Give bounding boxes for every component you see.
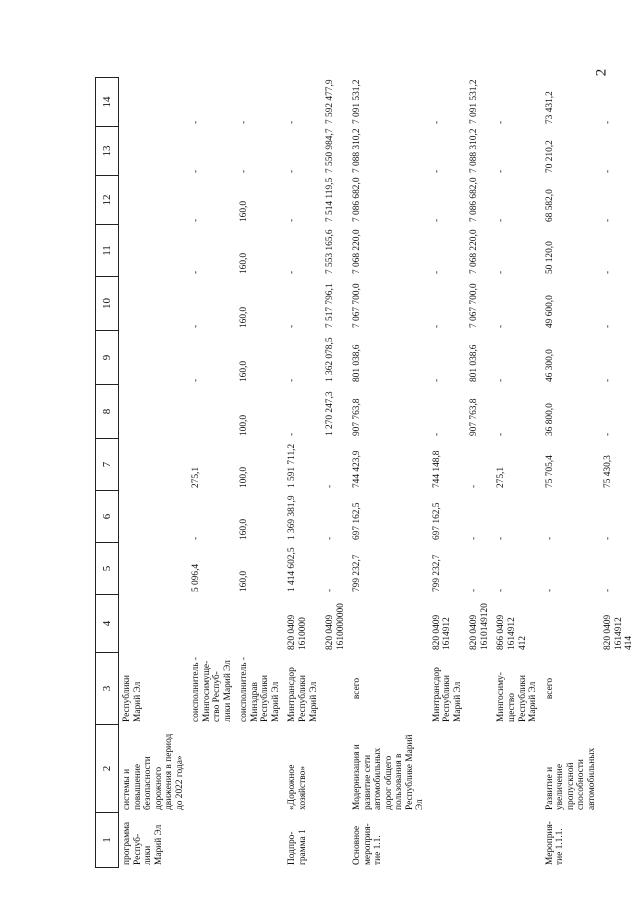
- table-cell: 744 148,8: [431, 450, 442, 488]
- column-header-14: 14: [96, 78, 119, 127]
- table-cell: -: [544, 536, 555, 540]
- header-row: [96, 78, 119, 868]
- table-cell: 7 067 700,0: [469, 283, 480, 328]
- column-header-5: 5: [96, 543, 119, 595]
- table-cell: 820 0409 1610149120: [469, 603, 490, 650]
- table-cell: 100,0: [239, 414, 250, 436]
- table-cell: -: [431, 169, 442, 173]
- column-header-9: 9: [96, 331, 119, 385]
- budget-table: [95, 77, 638, 868]
- table-cell: -: [191, 536, 202, 540]
- table-cell: -: [431, 324, 442, 328]
- table-cell: [188, 595, 236, 653]
- table-cell: 50 120,0: [544, 241, 555, 274]
- table-cell: 1 591 711,2: [287, 443, 298, 488]
- table-cell: 907 763,8: [469, 398, 480, 436]
- table-cell: [188, 725, 236, 813]
- table-cell: 697 162,5: [431, 502, 442, 540]
- table-cell: -: [603, 432, 614, 436]
- table-cell: 46 300,0: [544, 349, 555, 382]
- table-cell: [119, 176, 189, 225]
- table-cell: -: [191, 120, 202, 124]
- table-row: [236, 78, 284, 868]
- table-cell: -: [496, 169, 507, 173]
- table-cell: -: [603, 588, 614, 592]
- table-cell: [188, 385, 236, 439]
- table-cell: [119, 127, 189, 176]
- table-cell: [600, 813, 638, 868]
- table-cell: [119, 225, 189, 277]
- column-header-2: 2: [96, 725, 119, 813]
- table-cell: -: [287, 120, 298, 124]
- column-header-4: 4: [96, 595, 119, 653]
- table-cell: соисполнитель - Мингосимуще- ство Респуб- лики Марий Эл: [191, 657, 233, 722]
- table-cell: -: [325, 536, 336, 540]
- table-cell: 7 091 531,2: [469, 79, 480, 124]
- table-row: [542, 78, 601, 868]
- table-cell: -: [191, 378, 202, 382]
- table-row: [188, 78, 236, 868]
- table-cell: 7 088 310,2: [469, 128, 480, 173]
- table-cell: 799 232,7: [431, 554, 442, 592]
- table-cell: 1 270 247,3: [325, 391, 336, 436]
- table-cell: -: [603, 270, 614, 274]
- table-row: [493, 78, 541, 868]
- table-cell: [542, 595, 601, 653]
- column-header-7: 7: [96, 439, 119, 491]
- table-cell: -: [287, 270, 298, 274]
- table-cell: -: [603, 218, 614, 222]
- table-cell: 820 0409 1614912: [431, 614, 453, 650]
- table-cell: 7 091 531,2: [352, 79, 363, 124]
- table-cell: 820 0409 1610000000: [325, 603, 346, 650]
- table-cell: -: [603, 378, 614, 382]
- table-cell: 160,0: [239, 518, 250, 540]
- table-cell: 68 582,0: [544, 189, 555, 222]
- table-cell: [119, 491, 189, 543]
- table-cell: Подпро- грамма 1: [287, 829, 308, 865]
- table-cell: -: [431, 218, 442, 222]
- table-cell: -: [496, 324, 507, 328]
- table-cell: 75 430,3: [603, 455, 614, 488]
- table-cell: [429, 725, 467, 813]
- table-cell: 820 0409 1614912 414: [603, 614, 635, 650]
- table-cell: -: [469, 484, 480, 488]
- table-row: [119, 78, 189, 868]
- table-cell: [600, 653, 638, 725]
- table-cell: всего: [352, 677, 363, 700]
- table-cell: системы и повышение безопасности дорожного движения в период до 2022 года»: [122, 733, 185, 810]
- table-cell: -: [239, 120, 250, 124]
- table-cell: -: [496, 588, 507, 592]
- column-header-10: 10: [96, 277, 119, 331]
- table-cell: -: [603, 169, 614, 173]
- table-cell: [466, 653, 493, 725]
- table-cell: [188, 813, 236, 868]
- column-header-3: 3: [96, 653, 119, 725]
- table-cell: [493, 725, 541, 813]
- table-row: [322, 78, 349, 868]
- table-cell: [119, 277, 189, 331]
- table-cell: -: [496, 120, 507, 124]
- table-cell: -: [431, 432, 442, 436]
- table-row: [600, 78, 638, 868]
- table-cell: 7 550 984,7: [325, 128, 336, 173]
- table-cell: [600, 725, 638, 813]
- table-cell: [466, 813, 493, 868]
- table-cell: соисполнитель - Минздрав Республики Марий Эл: [239, 657, 281, 722]
- table-cell: [322, 653, 349, 725]
- table-cell: [466, 725, 493, 813]
- table-cell: 160,0: [239, 306, 250, 328]
- table-cell: 36 800,0: [544, 403, 555, 436]
- table-cell: -: [431, 120, 442, 124]
- table-cell: -: [603, 120, 614, 124]
- table-cell: [429, 813, 467, 868]
- table-cell: 160,0: [239, 200, 250, 222]
- table-cell: [349, 595, 429, 653]
- table-cell: 100,0: [239, 466, 250, 488]
- table-sheet: [95, 78, 635, 868]
- table-cell: 160,0: [239, 252, 250, 274]
- table-cell: -: [431, 270, 442, 274]
- column-header-11: 11: [96, 225, 119, 277]
- table-cell: 801 038,6: [469, 344, 480, 382]
- table-row: [284, 78, 322, 868]
- table-cell: 7 068 220,0: [469, 229, 480, 274]
- table-row: [349, 78, 429, 868]
- table-cell: [119, 331, 189, 385]
- table-cell: 799 232,7: [352, 554, 363, 592]
- table-cell: -: [469, 588, 480, 592]
- table-cell: -: [191, 270, 202, 274]
- table-cell: -: [287, 218, 298, 222]
- table-row: [429, 78, 467, 868]
- table-cell: -: [191, 169, 202, 173]
- table-cell: -: [544, 588, 555, 592]
- table-cell: всего: [544, 677, 555, 700]
- table-cell: -: [469, 536, 480, 540]
- table-cell: [493, 813, 541, 868]
- table-cell: 744 423,9: [352, 450, 363, 488]
- table-cell: 7 067 700,0: [352, 283, 363, 328]
- column-header-8: 8: [96, 385, 119, 439]
- table-cell: -: [287, 432, 298, 436]
- column-header-6: 6: [96, 491, 119, 543]
- table-cell: 160,0: [239, 570, 250, 592]
- table-cell: 70 210,2: [544, 140, 555, 173]
- table-cell: -: [287, 169, 298, 173]
- table-cell: -: [496, 270, 507, 274]
- table-cell: 160,0: [239, 360, 250, 382]
- table-cell: 7 592 477,9: [325, 79, 336, 124]
- table-cell: 697 162,5: [352, 502, 363, 540]
- table-cell: [119, 543, 189, 595]
- table-cell: 275,1: [191, 466, 202, 488]
- table-cell: [119, 385, 189, 439]
- table-cell: 7 517 796,1: [325, 283, 336, 328]
- table-cell: 75 705,4: [544, 455, 555, 488]
- page-number: 2: [593, 68, 610, 77]
- table-cell: -: [496, 378, 507, 382]
- table-cell: 907 763,8: [352, 398, 363, 436]
- table-cell: 7 068 220,0: [352, 229, 363, 274]
- table-cell: -: [287, 378, 298, 382]
- table-cell: -: [191, 218, 202, 222]
- table-cell: -: [496, 218, 507, 222]
- table-cell: Минтрансдор Республики Марий Эл: [287, 667, 319, 722]
- table-cell: Мероприя- тие 1.1.1.: [544, 821, 566, 865]
- table-cell: 801 038,6: [352, 344, 363, 382]
- table-cell: [119, 78, 189, 127]
- table-cell: [119, 439, 189, 491]
- table-cell: Развитие и увеличение пропускной способности автомобильных: [544, 747, 597, 810]
- table-cell: «Дорожное хозяйство»: [287, 764, 308, 810]
- table-cell: 5 096,4: [191, 563, 202, 592]
- table-cell: 7 553 165,6: [325, 229, 336, 274]
- table-cell: 7 086 682,0: [352, 177, 363, 222]
- table-cell: 7 086 682,0: [469, 177, 480, 222]
- table-cell: [236, 813, 284, 868]
- table-cell: -: [239, 169, 250, 173]
- table-cell: -: [191, 324, 202, 328]
- table-cell: 7 088 310,2: [352, 128, 363, 173]
- table-cell: 1 369 381,9: [287, 495, 298, 540]
- table-cell: Модернизация и развитие сети автомобильных дорог общего пользования в Республике Марий Эл: [352, 734, 426, 810]
- table-cell: Минтрансдор Республики Марий Эл: [431, 667, 463, 722]
- table-cell: -: [431, 378, 442, 382]
- table-cell: 866 0409 1614912 412: [496, 614, 528, 650]
- table-cell: 275,1: [496, 466, 507, 488]
- table-cell: 73 431,2: [544, 91, 555, 124]
- table-cell: [236, 595, 284, 653]
- table-cell: [236, 725, 284, 813]
- column-header-1: 1: [96, 813, 119, 868]
- table-cell: 820 0409 1610000: [287, 614, 308, 650]
- table-cell: 1 414 602,5: [287, 547, 298, 592]
- table-cell: [322, 725, 349, 813]
- table-cell: -: [325, 588, 336, 592]
- table-cell: -: [603, 536, 614, 540]
- table-cell: -: [603, 324, 614, 328]
- column-header-12: 12: [96, 176, 119, 225]
- table-body: [119, 78, 638, 868]
- table-cell: 7 514 119,5: [325, 177, 336, 222]
- table-cell: 1 362 078,5: [325, 337, 336, 382]
- table-cell: -: [496, 432, 507, 436]
- table-cell: программа Респуб- лики Марий Эл: [122, 821, 164, 865]
- table-cell: [322, 813, 349, 868]
- column-header-13: 13: [96, 127, 119, 176]
- table-cell: 49 600,0: [544, 295, 555, 328]
- table-cell: Республики Марий Эл: [122, 674, 143, 722]
- table-row: [466, 78, 493, 868]
- table-cell: -: [496, 536, 507, 540]
- table-cell: [119, 595, 189, 653]
- table-cell: -: [325, 484, 336, 488]
- table-cell: Основное мероприя- тие 1.1.: [352, 823, 384, 865]
- table-cell: -: [287, 324, 298, 328]
- table-cell: Мингосиму- щество Республики Марий Эл: [496, 672, 539, 722]
